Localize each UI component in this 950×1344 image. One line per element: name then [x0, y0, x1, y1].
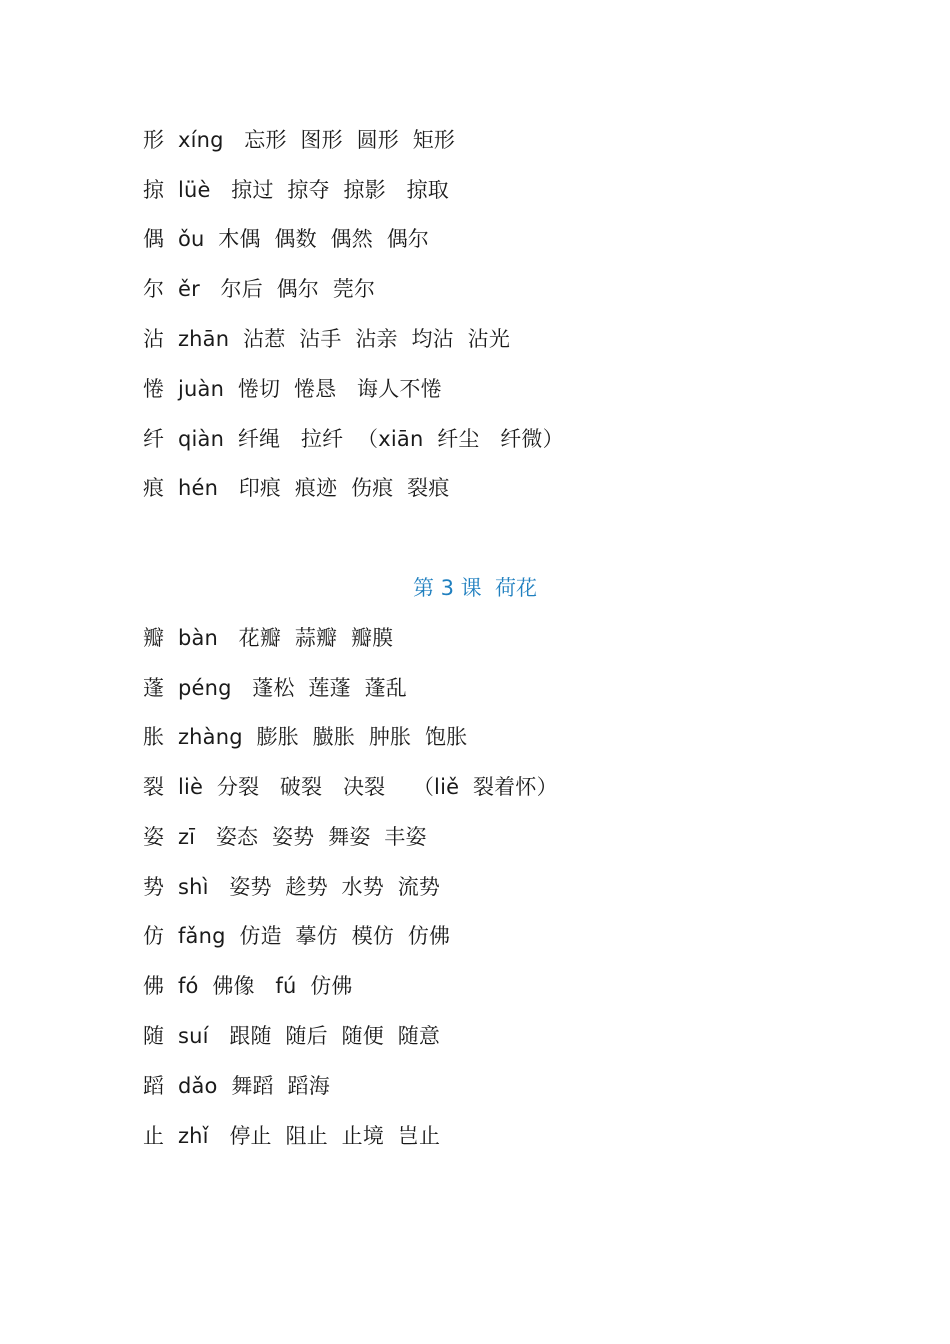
- vocab-line: 沾 zhān 沾惹 沾手 沾亲 均沾 沾光: [143, 327, 511, 351]
- vocab-line: 痕 hén 印痕 痕迹 伤痕 裂痕: [143, 476, 450, 500]
- vocab-line: 掠 lüè 掠过 掠夺 掠影 掠取: [143, 178, 449, 202]
- vocab-line: 佛 fó 佛像 fú 仿佛: [143, 974, 353, 998]
- vocab-line: 止 zhǐ 停止 阻止 止境 岂止: [143, 1124, 441, 1148]
- vocab-line: 偶 ǒu 木偶 偶数 偶然 偶尔: [143, 227, 430, 251]
- vocab-line: 胀 zhàng 膨胀 臌胀 肿胀 饱胀: [143, 725, 468, 749]
- vocab-line: 裂 liè 分裂 破裂 决裂 （liě 裂着怀）: [143, 775, 558, 799]
- vocab-line: 瓣 bàn 花瓣 蒜瓣 瓣膜: [143, 626, 394, 650]
- vocab-line: 蹈 dǎo 舞蹈 蹈海: [143, 1074, 330, 1098]
- vocab-line: 形 xíng 忘形 图形 圆形 矩形: [143, 128, 456, 152]
- vocab-line: 蓬 péng 蓬松 莲蓬 蓬乱: [143, 676, 407, 700]
- lesson-heading: 第 3 课 荷花: [412, 576, 538, 600]
- vocab-line: 势 shì 姿势 趁势 水势 流势: [143, 875, 441, 899]
- vocab-line: 惓 juàn 惓切 惓恳 诲人不惓: [143, 377, 442, 401]
- vocab-line: 纤 qiàn 纤绳 拉纤 （xiān 纤尘 纤微）: [143, 427, 564, 451]
- vocab-line: 尔 ěr 尔后 偶尔 莞尔: [143, 277, 376, 301]
- vocab-line: 仿 fǎng 仿造 摹仿 模仿 仿佛: [143, 924, 451, 948]
- vocab-line: 姿 zī 姿态 姿势 舞姿 丰姿: [143, 825, 427, 849]
- vocab-line: 随 suí 跟随 随后 随便 随意: [143, 1024, 441, 1048]
